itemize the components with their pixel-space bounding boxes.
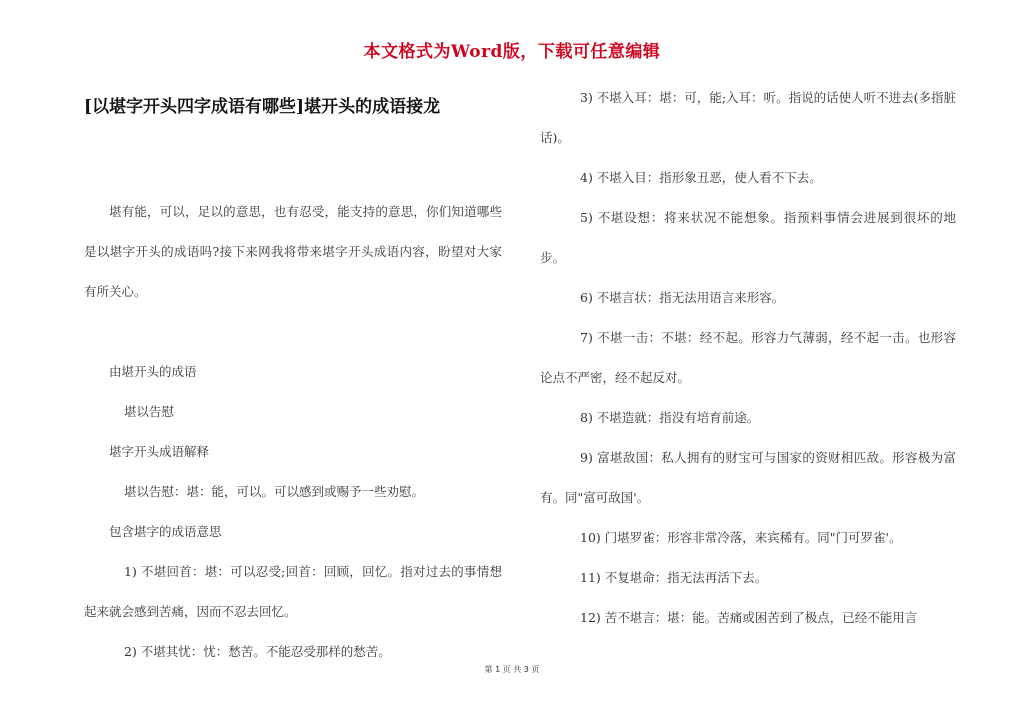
section-heading-explanation: 堪字开头成语解释	[109, 444, 210, 459]
list-item: 12) 苦不堪言：堪：能。苦痛或困苦到了极点，已经不能用言	[580, 610, 918, 625]
paragraph-spacer	[84, 312, 502, 352]
right-column	[540, 78, 956, 638]
list-item: 2) 不堪其忧：忧：愁苦。不能忍受那样的愁苦。	[124, 644, 391, 659]
explanation-paragraph: 堪以告慰：堪：能，可以。可以感到或赐予一些劝慰。	[124, 484, 425, 499]
list-item: 3) 不堪入耳：堪：可，能;入耳：听。指说的话使人听不进去(多指脏话)。	[540, 90, 956, 145]
section-heading-meanings: 包含堪字的成语意思	[109, 524, 222, 539]
list-item: 6) 不堪言状：指无法用语言来形容。	[580, 290, 785, 305]
section-heading-idioms: 由堪开头的成语	[109, 364, 197, 379]
left-column	[84, 86, 502, 672]
list-item: 5) 不堪设想：将来状况不能想象。指预料事情会进展到很坏的地步。	[540, 210, 956, 265]
title-spacer	[84, 117, 502, 192]
document-banner: 本文格式为Word版，下载可任意编辑	[363, 42, 661, 62]
list-item: 4) 不堪入目：指形象丑恶，使人看不下去。	[580, 170, 822, 185]
intro-paragraph: 堪有能，可以，足以的意思，也有忍受，能支持的意思，你们知道哪些是以堪字开头的成语吗?接下来网我将带来堪字开头成语内容，盼望对大家有所关心。	[84, 204, 502, 299]
document-title: [以堪字开头四字成语有哪些]堪开头的成语接龙	[84, 97, 441, 117]
list-item: 8) 不堪造就：指没有培育前途。	[580, 410, 760, 425]
list-item: 10) 门堪罗雀：形容非常冷落，来宾稀有。同"门可罗雀'。	[580, 530, 902, 545]
list-item: 7) 不堪一击：不堪：经不起。形容力气薄弱，经不起一击。也形容论点不严密，经不起反对。	[540, 330, 956, 385]
list-item: 1) 不堪回首：堪：可以忍受;回首：回顾，回忆。指对过去的事情想起来就会感到苦痛，因而不忍去回忆。	[84, 564, 502, 619]
idiom-entry: 堪以告慰	[124, 404, 175, 419]
page-number: 第 1 页 共 3 页	[484, 665, 540, 674]
list-item: 11) 不复堪命：指无法再活下去。	[580, 570, 768, 585]
list-item: 9) 富堪敌国：私人拥有的财宝可与国家的资财相匹敌。形容极为富有。同"富可敌国'。	[540, 450, 956, 505]
